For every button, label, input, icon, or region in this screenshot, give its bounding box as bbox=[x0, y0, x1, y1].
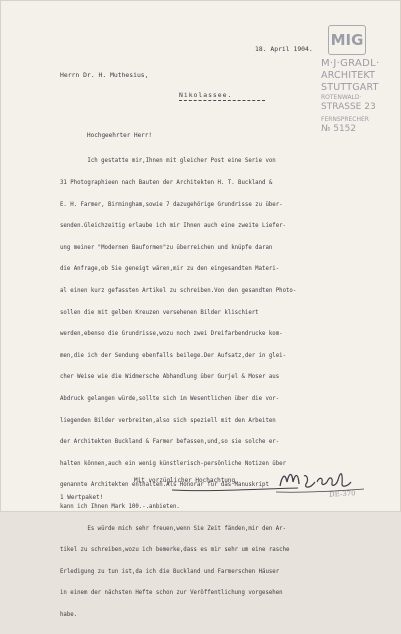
enclosure-note: 1 Wertpaket! bbox=[60, 494, 104, 501]
letterhead-street: ROTENWALD· bbox=[321, 94, 362, 101]
body-line: ung meiner "Modernen Bauformen"zu überreichen und knüpfe daran bbox=[60, 244, 273, 251]
body-line: werden,ebenso die Grundrisse,wozu noch zwei Dreifarbendrucke kom- bbox=[60, 331, 283, 338]
body-line: habe. bbox=[60, 611, 78, 618]
letterhead-name: M·J·GRADL· bbox=[321, 58, 380, 69]
recipient-name: Herrn Dr. H. Muthesius, bbox=[60, 71, 149, 79]
body-line: Abdruck gelangen würde,sollte sich im Wesentlichen über die vor- bbox=[60, 395, 280, 402]
body-line: tikel zu schreiben,wozu ich bemerke,dass es mir sehr um eine rasche bbox=[60, 547, 290, 554]
closing-line: Mit vorzüglicher Hochachtung bbox=[134, 477, 236, 484]
body-line: 31 Photographieen nach Bauten der Architekten H. T. Buckland & bbox=[60, 180, 273, 186]
body-line: cher Weise wie die Widmersche Abhandlung über Gurjel & Moser aus bbox=[60, 374, 280, 381]
letterhead-phone-label: FERNSPRECHER bbox=[321, 116, 369, 123]
salutation: Hochgeehrter Herr! bbox=[87, 132, 153, 139]
letterhead-street-number: STRASSE 23 bbox=[321, 102, 376, 112]
body-line: der Architekten Buckland & Farmer befassen,und,so sie solche er- bbox=[60, 439, 280, 446]
body-line: halten können,auch ein wenig künstlerisch-persönliche Notizen über bbox=[60, 460, 286, 467]
body-line: senden.Gleichzeitig erlaube ich mir Ihnen auch eine zweite Liefer- bbox=[60, 223, 286, 230]
letterhead-profession: ARCHITEKT bbox=[321, 70, 376, 81]
body-line: genannte Architekten enthalten.Als Honorar für das Manuskript bbox=[60, 482, 269, 489]
body-line: liegenden Bilder verbreiten,also sich speziell mit den Arbeiten bbox=[60, 417, 276, 424]
body-line: die Anfrage,ob Sie geneigt wären,mir zu den eingesandten Materi- bbox=[60, 266, 280, 273]
letter-date: 18. April 1904. bbox=[255, 45, 313, 53]
place-underline bbox=[179, 100, 265, 101]
letter-body bbox=[60, 148, 296, 634]
body-line: Es würde mich sehr freuen,wenn Sie Zeit fänden,mir den Ar- bbox=[60, 525, 286, 532]
body-line: Ich gestatte mir,Ihnen mit gleicher Post eine Serie von bbox=[60, 158, 276, 165]
pencil-archive-note: DE-370 bbox=[328, 489, 356, 499]
body-line: kann ich Ihnen Mark 100.-.anbieten. bbox=[60, 503, 180, 510]
body-line: men,die ich der Sendung ebenfalls beilege.Der Aufsatz,der in glei- bbox=[60, 352, 286, 359]
architect-logo: MIG bbox=[328, 25, 366, 55]
recipient-place: Nikolassee. bbox=[179, 91, 233, 99]
letterhead-city: STUTTGART bbox=[321, 82, 379, 93]
body-line: Erledigung zu tun ist,da ich die Buckland und Farmerschen Häuser bbox=[60, 568, 280, 575]
body-line: E. H. Farmer, Birmingham,sowie 7 dazugehörige Grundrisse zu über- bbox=[60, 201, 283, 208]
body-line: sollen die mit gelben Kreuzen versehenen Bilder klischiert bbox=[60, 309, 259, 316]
body-line: al einen kurz gefassten Artikel zu schreiben.Von den gesandten Photo- bbox=[60, 287, 297, 294]
body-line: in einem der nächsten Hefte schon zur Veröffentlichung vorgesehen bbox=[60, 590, 283, 597]
letterhead-phone-number: № 5152 bbox=[321, 124, 357, 134]
